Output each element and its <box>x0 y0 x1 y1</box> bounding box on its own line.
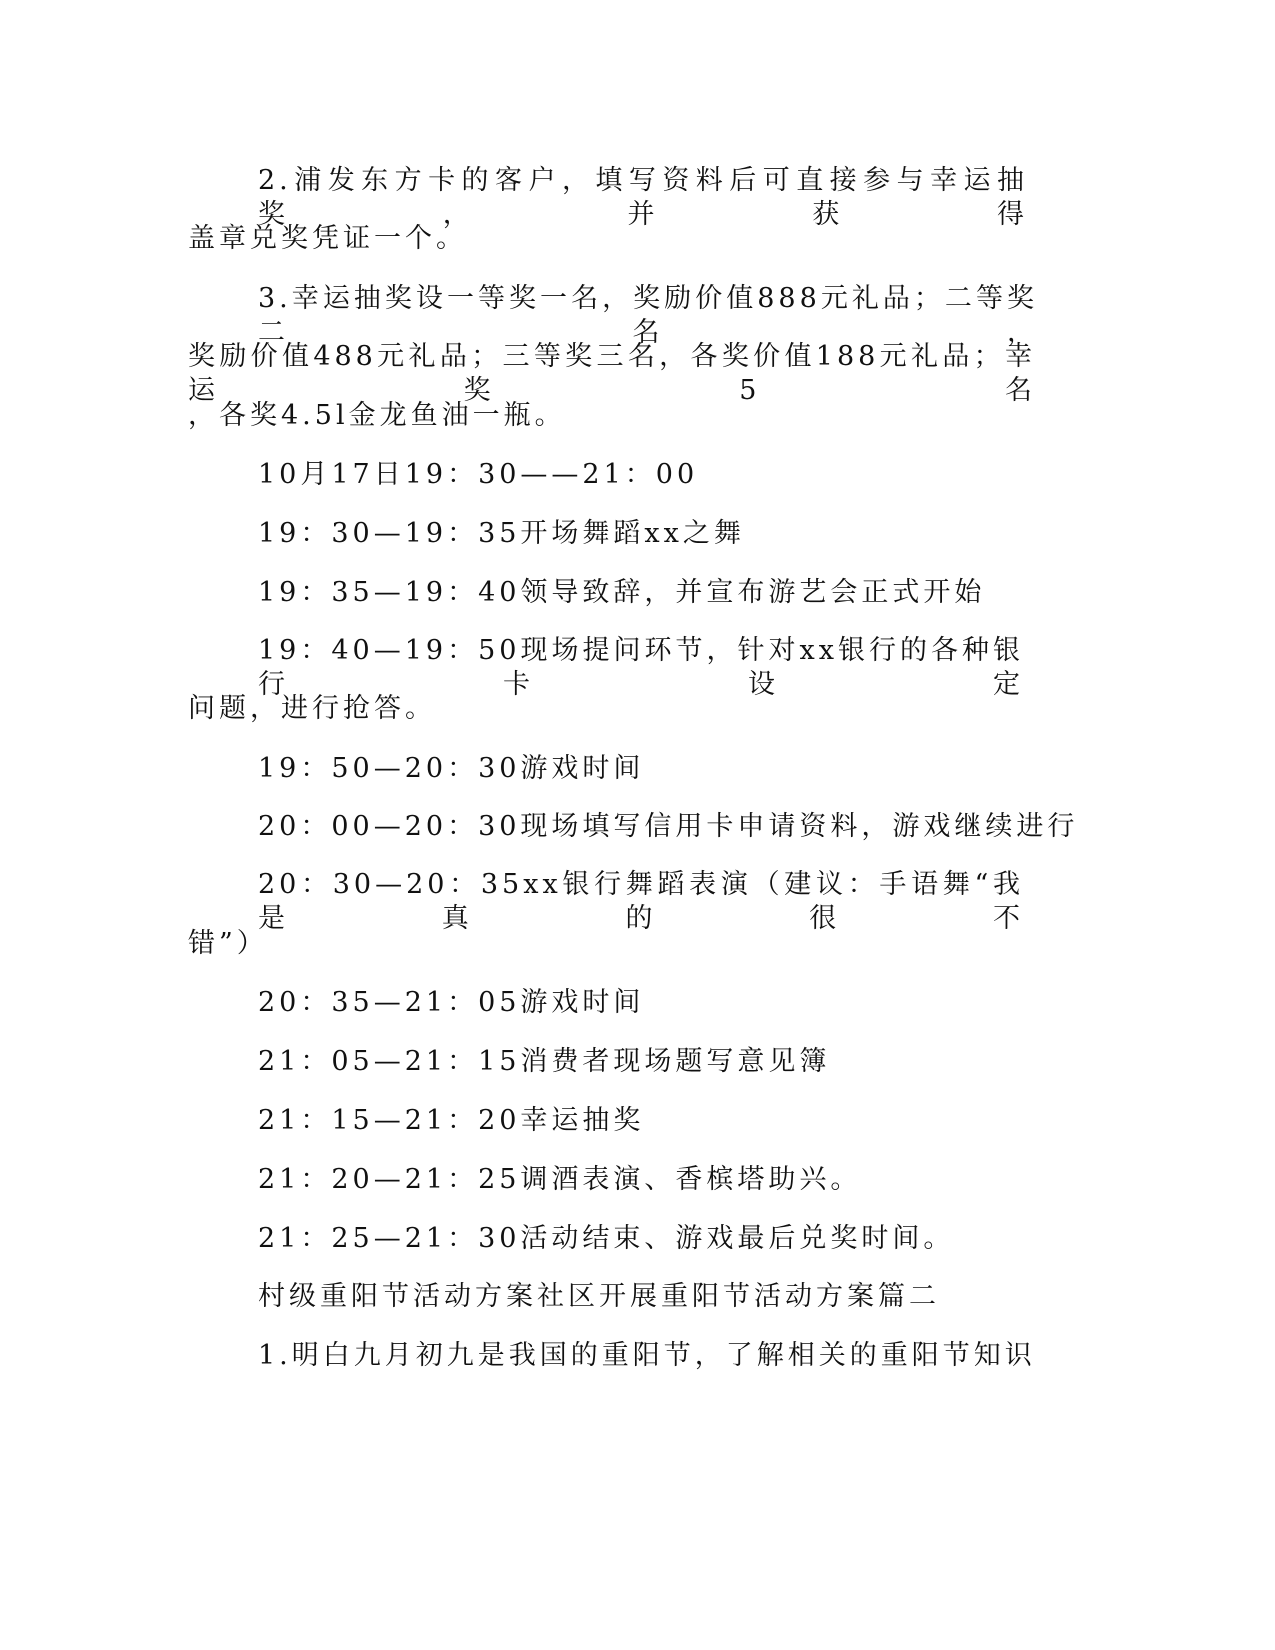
schedule-item: 21：05—21：15消费者现场题写意见簿 <box>258 1046 831 1077</box>
schedule-item: 20：30—20：35xx银行舞蹈表演（建议：手语舞“我是真的很不 <box>258 869 1024 934</box>
schedule-item: 21：15—21：20幸运抽奖 <box>258 1105 645 1136</box>
schedule-heading: 10月17日19：30——21：00 <box>258 459 699 490</box>
schedule-item: 19：30—19：35开场舞蹈xx之舞 <box>258 518 745 549</box>
schedule-item: 21：20—21：25调酒表演、香槟塔助兴。 <box>258 1164 862 1195</box>
paragraph-line: 3.幸运抽奖设一等奖一名，奖励价值888元礼品；二等奖二名， <box>258 283 1038 348</box>
schedule-item: 20：35—21：05游戏时间 <box>258 987 645 1018</box>
paragraph-line: 2.浦发东方卡的客户，填写资料后可直接参与幸运抽奖，并获得 <box>258 165 1028 230</box>
schedule-item: 21：25—21：30活动结束、游戏最后兑奖时间。 <box>258 1223 955 1254</box>
schedule-item: 19：35—19：40领导致辞，并宣布游艺会正式开始 <box>258 577 986 608</box>
paragraph-line: 盖章兑奖凭证一个。 <box>188 223 467 254</box>
paragraph-line: ，各奖4.5l金龙鱼油一瓶。 <box>188 400 566 431</box>
paragraph-line: 奖励价值488元礼品；三等奖三名，各奖价值188元礼品；幸运奖5名 <box>188 341 1036 406</box>
paragraph-line: 1.明白九月初九是我国的重阳节，了解相关的重阳节知识 <box>258 1340 1036 1371</box>
schedule-item: 19：40—19：50现场提问环节，针对xx银行的各种银行卡设定 <box>258 635 1024 700</box>
schedule-item: 20：00—20：30现场填写信用卡申请资料，游戏继续进行 <box>258 811 1079 842</box>
schedule-item-continuation: 问题，进行抢答。 <box>188 693 436 724</box>
schedule-item: 19：50—20：30游戏时间 <box>258 753 645 784</box>
section-title: 村级重阳节活动方案社区开展重阳节活动方案篇二 <box>258 1281 940 1312</box>
schedule-item-continuation: 错”） <box>188 928 268 959</box>
